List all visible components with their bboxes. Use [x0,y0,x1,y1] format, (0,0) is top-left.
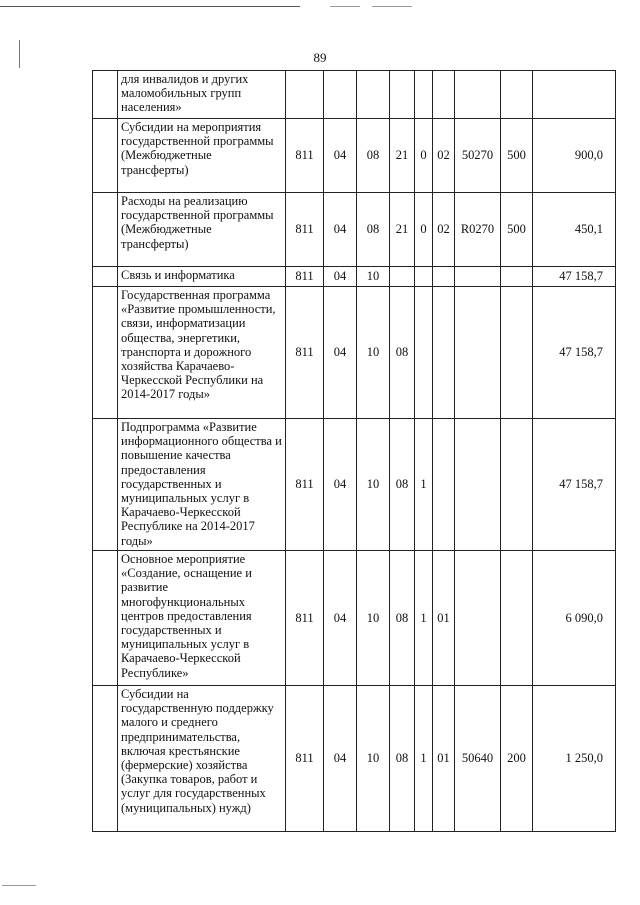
direction-cell: 50270 [455,119,501,193]
amount-cell [533,71,616,119]
event-cell: 01 [433,551,455,686]
subprogram-cell: 0 [415,193,433,267]
section-cell: 04 [324,119,357,193]
amount-cell: 1 250,0 [533,686,616,832]
direction-cell [455,267,501,287]
admin-code-cell: 811 [286,193,324,267]
description-cell: Государственная программа «Развитие промышленности, связи, информатизации общества, энергетики, транспорта и дорожного хозяйства Карачаево-Черкесской Республики на 2014-2017 годы» [118,287,286,419]
row-number-cell [93,419,118,551]
description-cell: для инвалидов и других маломобильных групп населения» [118,71,286,119]
scan-margin-mark [2,885,36,886]
subprogram-cell: 1 [415,551,433,686]
row-number-cell [93,267,118,287]
scan-top-rule [330,6,360,7]
admin-code-cell: 811 [286,686,324,832]
program-cell: 08 [390,419,415,551]
event-cell [433,419,455,551]
admin-code-cell: 811 [286,419,324,551]
section-cell: 04 [324,267,357,287]
budget-table [92,70,616,832]
table-row [93,71,616,119]
program-cell: 21 [390,193,415,267]
description-cell: Связь и информатика [118,267,286,287]
subsection-cell [357,71,390,119]
expense-type-cell [501,71,533,119]
direction-cell [455,551,501,686]
expense-type-cell: 500 [501,119,533,193]
subsection-cell: 08 [357,119,390,193]
expense-type-cell [501,267,533,287]
amount-cell: 47 158,7 [533,287,616,419]
program-cell: 21 [390,119,415,193]
program-cell: 08 [390,287,415,419]
expense-type-cell [501,551,533,686]
description-cell: Основное мероприятие «Создание, оснащение и развитие многофункциональных центров предоставления государственных и муниципальных услуг в Карачаево-Черкесской Республике» [118,551,286,686]
amount-cell: 450,1 [533,193,616,267]
subprogram-cell [415,287,433,419]
program-cell: 08 [390,686,415,832]
table-row [93,551,616,686]
expense-type-cell [501,419,533,551]
subprogram-cell: 1 [415,686,433,832]
table-row [93,193,616,267]
subprogram-cell: 0 [415,119,433,193]
admin-code-cell: 811 [286,119,324,193]
section-cell: 04 [324,686,357,832]
subprogram-cell [415,71,433,119]
section-cell: 04 [324,193,357,267]
table-row [93,119,616,193]
subsection-cell: 10 [357,267,390,287]
event-cell [433,267,455,287]
description-cell: Расходы на реализацию государственной программы (Межбюджетные трансферты) [118,193,286,267]
page-number: 89 [313,50,327,65]
row-number-cell [93,193,118,267]
admin-code-cell: 811 [286,551,324,686]
section-cell: 04 [324,287,357,419]
expense-type-cell [501,287,533,419]
direction-cell [455,287,501,419]
subsection-cell: 10 [357,287,390,419]
direction-cell: R0270 [455,193,501,267]
row-number-cell [93,551,118,686]
expense-type-cell: 200 [501,686,533,832]
row-number-cell [93,287,118,419]
table-row [93,686,616,832]
subprogram-cell: 1 [415,419,433,551]
table-row [93,267,616,287]
direction-cell [455,71,501,119]
program-cell [390,267,415,287]
section-cell [324,71,357,119]
direction-cell: 50640 [455,686,501,832]
scan-top-rule [372,6,412,7]
direction-cell [455,419,501,551]
admin-code-cell: 811 [286,267,324,287]
event-cell [433,71,455,119]
event-cell: 02 [433,119,455,193]
section-cell: 04 [324,419,357,551]
program-cell [390,71,415,119]
admin-code-cell: 811 [286,287,324,419]
scan-top-rule [0,6,300,7]
description-cell: Подпрограмма «Развитие информационного общества и повышение качества предоставления государственных и муниципальных услуг в Карачаево-Черкесской Республике на 2014-2017 годы» [118,419,286,551]
table-row [93,287,616,419]
subsection-cell: 10 [357,686,390,832]
description-cell: Субсидии на государственную поддержку малого и среднего предпринимательства, включая крестьянские (фермерские) хозяйства (Закупка товаров, работ и услуг для государственных (муниципальных) нужд) [118,686,286,832]
amount-cell: 900,0 [533,119,616,193]
event-cell [433,287,455,419]
admin-code-cell [286,71,324,119]
amount-cell: 6 090,0 [533,551,616,686]
amount-cell: 47 158,7 [533,419,616,551]
subsection-cell: 10 [357,551,390,686]
event-cell: 01 [433,686,455,832]
amount-cell: 47 158,7 [533,267,616,287]
row-number-cell [93,686,118,832]
subprogram-cell [415,267,433,287]
event-cell: 02 [433,193,455,267]
program-cell: 08 [390,551,415,686]
description-cell: Субсидии на мероприятия государственной программы (Межбюджетные трансферты) [118,119,286,193]
subsection-cell: 08 [357,193,390,267]
expense-type-cell: 500 [501,193,533,267]
table-row [93,419,616,551]
subsection-cell: 10 [357,419,390,551]
row-number-cell [93,119,118,193]
section-cell: 04 [324,551,357,686]
row-number-cell [93,71,118,119]
